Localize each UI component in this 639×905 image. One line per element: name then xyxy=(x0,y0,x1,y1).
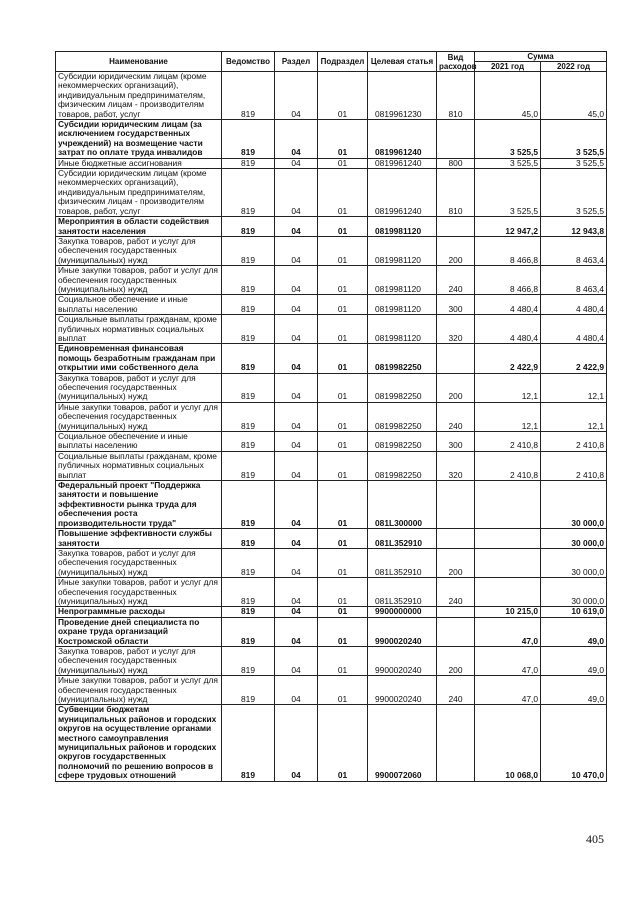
col-header-target: Целевая статья xyxy=(368,52,437,72)
row-name: Иные закупки товаров, работ и услуг для обеспечения государственных (муниципальных) нужд xyxy=(56,676,222,705)
row-target: 0819961240 xyxy=(368,158,437,168)
row-target: 9900020240 xyxy=(368,676,437,705)
row-exp-type: 800 xyxy=(437,158,475,168)
row-dept: 819 xyxy=(222,315,275,344)
table-row xyxy=(56,432,607,452)
row-amount-2022: 49,0 xyxy=(541,646,607,675)
row-dept: 819 xyxy=(222,72,275,120)
row-exp-type: 240 xyxy=(437,676,475,705)
row-section: 04 xyxy=(275,217,318,237)
row-exp-type: 810 xyxy=(437,169,475,217)
row-target: 081L352910 xyxy=(368,548,437,577)
row-subsection: 01 xyxy=(318,578,368,607)
row-exp-type xyxy=(437,120,475,159)
row-section: 04 xyxy=(275,315,318,344)
row-subsection: 01 xyxy=(318,529,368,549)
row-target: 0819982250 xyxy=(368,451,437,480)
row-amount-2021: 3 525,5 xyxy=(475,158,541,168)
row-amount-2021: 3 525,5 xyxy=(475,120,541,159)
row-subsection: 01 xyxy=(318,451,368,480)
row-amount-2021: 4 480,4 xyxy=(475,295,541,315)
row-amount-2022: 49,0 xyxy=(541,617,607,646)
row-name: Единовременная финансовая помощь безработным гражданам при открытии ими собственного дела xyxy=(56,344,222,373)
row-dept: 819 xyxy=(222,373,275,402)
row-exp-type xyxy=(437,617,475,646)
row-target: 0819981120 xyxy=(368,217,437,237)
row-exp-type xyxy=(437,481,475,529)
row-amount-2021: 47,0 xyxy=(475,646,541,675)
row-amount-2022: 3 525,5 xyxy=(541,120,607,159)
row-name: Мероприятия в области содействия занятости населения xyxy=(56,217,222,237)
row-target: 0819981120 xyxy=(368,295,437,315)
table-body xyxy=(56,72,607,782)
row-dept: 819 xyxy=(222,432,275,452)
row-name: Социальные выплаты гражданам, кроме публичных нормативных социальных выплат xyxy=(56,451,222,480)
row-subsection: 01 xyxy=(318,295,368,315)
row-subsection: 01 xyxy=(318,72,368,120)
row-subsection: 01 xyxy=(318,432,368,452)
row-section: 04 xyxy=(275,548,318,577)
table-row xyxy=(56,481,607,529)
row-amount-2021: 2 410,8 xyxy=(475,432,541,452)
row-target: 0819982250 xyxy=(368,344,437,373)
row-name: Закупка товаров, работ и услуг для обеспечения государственных (муниципальных) нужд xyxy=(56,548,222,577)
row-subsection: 01 xyxy=(318,676,368,705)
row-dept: 819 xyxy=(222,646,275,675)
row-amount-2022: 12,1 xyxy=(541,402,607,431)
row-name: Субсидии юридическим лицам (за исключением государственных учреждений) на возмещение части затрат по оплате труда инвалидов xyxy=(56,120,222,159)
row-section: 04 xyxy=(275,646,318,675)
row-dept: 819 xyxy=(222,120,275,159)
row-dept: 819 xyxy=(222,676,275,705)
table-row xyxy=(56,451,607,480)
row-subsection: 01 xyxy=(318,344,368,373)
row-name: Социальное обеспечение и иные выплаты населению xyxy=(56,432,222,452)
row-exp-type: 200 xyxy=(437,373,475,402)
row-amount-2021 xyxy=(475,578,541,607)
table-row xyxy=(56,158,607,168)
row-exp-type: 200 xyxy=(437,646,475,675)
row-section: 04 xyxy=(275,158,318,168)
col-header-2021: 2021 год xyxy=(475,62,541,72)
table-row xyxy=(56,548,607,577)
row-target: 0819961230 xyxy=(368,72,437,120)
row-section: 04 xyxy=(275,344,318,373)
row-subsection: 01 xyxy=(318,120,368,159)
row-amount-2022: 45,0 xyxy=(541,72,607,120)
row-target: 0819981120 xyxy=(368,315,437,344)
row-exp-type: 300 xyxy=(437,295,475,315)
row-exp-type: 320 xyxy=(437,315,475,344)
budget-table xyxy=(55,51,607,782)
row-name: Социальные выплаты гражданам, кроме публичных нормативных социальных выплат xyxy=(56,315,222,344)
row-dept: 819 xyxy=(222,266,275,295)
row-exp-type: 810 xyxy=(437,72,475,120)
row-name: Федеральный проект "Поддержка занятости и повышение эффективности рынка труда для обеспечения роста производительности труда" xyxy=(56,481,222,529)
row-name: Субвенции бюджетам муниципальных районов и городских округов на осуществление органами местного самоуправления муниципальных районов и городских округов государственных полномочий по решению вопросов в сфере трудовых отношений xyxy=(56,705,222,781)
row-amount-2022: 3 525,5 xyxy=(541,169,607,217)
row-target: 081L352910 xyxy=(368,578,437,607)
table-row xyxy=(56,315,607,344)
row-exp-type: 200 xyxy=(437,548,475,577)
table-row xyxy=(56,617,607,646)
row-name: Социальное обеспечение и иные выплаты населению xyxy=(56,295,222,315)
row-section: 04 xyxy=(275,451,318,480)
row-amount-2021: 4 480,4 xyxy=(475,315,541,344)
row-name: Иные закупки товаров, работ и услуг для обеспечения государственных (муниципальных) нужд xyxy=(56,578,222,607)
row-section: 04 xyxy=(275,578,318,607)
row-subsection: 01 xyxy=(318,217,368,237)
table-row xyxy=(56,72,607,120)
row-subsection: 01 xyxy=(318,646,368,675)
row-exp-type xyxy=(437,217,475,237)
table-row xyxy=(56,705,607,781)
row-section: 04 xyxy=(275,481,318,529)
row-dept: 819 xyxy=(222,158,275,168)
col-header-exp-type: Вид расходов xyxy=(437,52,475,72)
row-subsection: 01 xyxy=(318,481,368,529)
row-amount-2021: 10 215,0 xyxy=(475,607,541,617)
row-subsection: 01 xyxy=(318,315,368,344)
row-dept: 819 xyxy=(222,236,275,265)
row-amount-2021: 47,0 xyxy=(475,676,541,705)
row-target: 0819982250 xyxy=(368,373,437,402)
row-target: 0819981120 xyxy=(368,266,437,295)
row-exp-type: 320 xyxy=(437,451,475,480)
row-dept: 819 xyxy=(222,529,275,549)
row-exp-type: 200 xyxy=(437,236,475,265)
row-section: 04 xyxy=(275,432,318,452)
row-amount-2022: 49,0 xyxy=(541,676,607,705)
row-dept: 819 xyxy=(222,705,275,781)
row-amount-2022: 2 410,8 xyxy=(541,432,607,452)
row-section: 04 xyxy=(275,236,318,265)
row-dept: 819 xyxy=(222,169,275,217)
row-section: 04 xyxy=(275,169,318,217)
row-amount-2022: 12,1 xyxy=(541,373,607,402)
row-exp-type: 240 xyxy=(437,402,475,431)
row-amount-2021: 12 947,2 xyxy=(475,217,541,237)
row-target: 0819981120 xyxy=(368,236,437,265)
row-target: 0819961240 xyxy=(368,169,437,217)
table-row xyxy=(56,402,607,431)
row-amount-2022: 8 463,4 xyxy=(541,266,607,295)
row-section: 04 xyxy=(275,373,318,402)
row-amount-2021 xyxy=(475,481,541,529)
row-dept: 819 xyxy=(222,607,275,617)
table-row xyxy=(56,646,607,675)
row-amount-2021: 2 410,8 xyxy=(475,451,541,480)
row-exp-type xyxy=(437,607,475,617)
table-row xyxy=(56,266,607,295)
row-amount-2021: 45,0 xyxy=(475,72,541,120)
row-name: Закупка товаров, работ и услуг для обеспечения государственных (муниципальных) нужд xyxy=(56,646,222,675)
row-amount-2021: 10 068,0 xyxy=(475,705,541,781)
row-amount-2021: 12,1 xyxy=(475,402,541,431)
table-row xyxy=(56,676,607,705)
row-subsection: 01 xyxy=(318,373,368,402)
table-row xyxy=(56,295,607,315)
row-target: 9900000000 xyxy=(368,607,437,617)
row-section: 04 xyxy=(275,705,318,781)
row-section: 04 xyxy=(275,617,318,646)
row-name: Субсидии юридическим лицам (кроме некоммерческих организаций), индивидуальным предпринимателям, физическим лицам - производителям товаров, работ, услуг xyxy=(56,72,222,120)
row-section: 04 xyxy=(275,607,318,617)
table-row xyxy=(56,344,607,373)
row-section: 04 xyxy=(275,120,318,159)
row-target: 0819982250 xyxy=(368,402,437,431)
row-subsection: 01 xyxy=(318,158,368,168)
table-row xyxy=(56,607,607,617)
row-amount-2021: 3 525,5 xyxy=(475,169,541,217)
row-dept: 819 xyxy=(222,578,275,607)
row-amount-2022: 3 525,5 xyxy=(541,158,607,168)
row-target: 9900072060 xyxy=(368,705,437,781)
row-dept: 819 xyxy=(222,548,275,577)
row-amount-2021: 12,1 xyxy=(475,373,541,402)
row-name: Проведение дней специалиста по охране труда организаций Костромской области xyxy=(56,617,222,646)
row-amount-2021: 47,0 xyxy=(475,617,541,646)
row-name: Субсидии юридическим лицам (кроме некоммерческих организаций), индивидуальным предпринимателям, физическим лицам - производителям товаров, работ, услуг xyxy=(56,169,222,217)
row-subsection: 01 xyxy=(318,705,368,781)
row-exp-type: 300 xyxy=(437,432,475,452)
row-amount-2022: 2 422,9 xyxy=(541,344,607,373)
row-amount-2022: 30 000,0 xyxy=(541,529,607,549)
row-subsection: 01 xyxy=(318,236,368,265)
row-amount-2021: 2 422,9 xyxy=(475,344,541,373)
row-name: Закупка товаров, работ и услуг для обеспечения государственных (муниципальных) нужд xyxy=(56,373,222,402)
table-header xyxy=(56,52,607,72)
row-amount-2022: 30 000,0 xyxy=(541,548,607,577)
row-target: 9900020240 xyxy=(368,617,437,646)
row-target: 0819982250 xyxy=(368,432,437,452)
page-number: 405 xyxy=(586,832,604,846)
row-section: 04 xyxy=(275,676,318,705)
row-amount-2021: 8 466,8 xyxy=(475,266,541,295)
table-row xyxy=(56,578,607,607)
row-exp-type: 240 xyxy=(437,578,475,607)
col-header-dept: Ведомство xyxy=(222,52,275,72)
row-subsection: 01 xyxy=(318,607,368,617)
row-name: Иные бюджетные ассигнования xyxy=(56,158,222,168)
row-name: Иные закупки товаров, работ и услуг для обеспечения государственных (муниципальных) нужд xyxy=(56,402,222,431)
row-subsection: 01 xyxy=(318,169,368,217)
col-header-sum: Сумма xyxy=(475,52,607,62)
row-dept: 819 xyxy=(222,481,275,529)
row-section: 04 xyxy=(275,402,318,431)
row-subsection: 01 xyxy=(318,266,368,295)
row-section: 04 xyxy=(275,295,318,315)
table-row xyxy=(56,236,607,265)
row-amount-2021 xyxy=(475,529,541,549)
row-name: Иные закупки товаров, работ и услуг для обеспечения государственных (муниципальных) нужд xyxy=(56,266,222,295)
table-row xyxy=(56,373,607,402)
row-amount-2022: 10 619,0 xyxy=(541,607,607,617)
row-section: 04 xyxy=(275,529,318,549)
row-amount-2021 xyxy=(475,548,541,577)
row-exp-type xyxy=(437,705,475,781)
row-target: 081L300000 xyxy=(368,481,437,529)
row-section: 04 xyxy=(275,72,318,120)
row-amount-2022: 2 410,8 xyxy=(541,451,607,480)
row-subsection: 01 xyxy=(318,402,368,431)
row-dept: 819 xyxy=(222,451,275,480)
row-exp-type xyxy=(437,344,475,373)
table-row xyxy=(56,217,607,237)
row-amount-2022: 10 470,0 xyxy=(541,705,607,781)
row-target: 0819961240 xyxy=(368,120,437,159)
row-amount-2022: 8 463,4 xyxy=(541,236,607,265)
row-amount-2022: 12 943,8 xyxy=(541,217,607,237)
row-name: Повышение эффективности службы занятости xyxy=(56,529,222,549)
row-section: 04 xyxy=(275,266,318,295)
row-amount-2022: 30 000,0 xyxy=(541,481,607,529)
row-dept: 819 xyxy=(222,617,275,646)
row-amount-2022: 4 480,4 xyxy=(541,315,607,344)
row-dept: 819 xyxy=(222,217,275,237)
col-header-2022: 2022 год xyxy=(541,62,607,72)
col-header-section: Раздел xyxy=(275,52,318,72)
row-target: 081L352910 xyxy=(368,529,437,549)
table-row xyxy=(56,120,607,159)
row-subsection: 01 xyxy=(318,548,368,577)
row-target: 9900020240 xyxy=(368,646,437,675)
table-row xyxy=(56,169,607,217)
row-exp-type: 240 xyxy=(437,266,475,295)
col-header-subsection: Подраздел xyxy=(318,52,368,72)
table-row xyxy=(56,529,607,549)
row-dept: 819 xyxy=(222,295,275,315)
row-name: Закупка товаров, работ и услуг для обеспечения государственных (муниципальных) нужд xyxy=(56,236,222,265)
row-exp-type xyxy=(437,529,475,549)
col-header-name: Наименование xyxy=(56,52,222,72)
row-amount-2022: 4 480,4 xyxy=(541,295,607,315)
row-dept: 819 xyxy=(222,344,275,373)
row-subsection: 01 xyxy=(318,617,368,646)
row-dept: 819 xyxy=(222,402,275,431)
row-amount-2022: 30 000,0 xyxy=(541,578,607,607)
row-amount-2021: 8 466,8 xyxy=(475,236,541,265)
row-name: Непрограммные расходы xyxy=(56,607,222,617)
